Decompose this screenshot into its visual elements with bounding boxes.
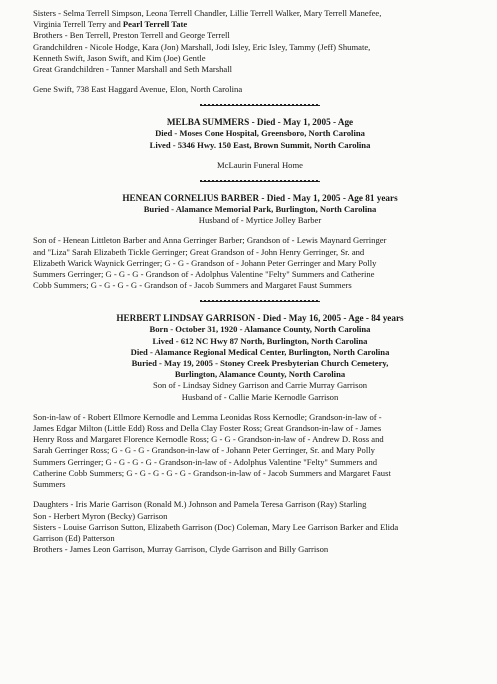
sisters-line-2-bold: Pearl Terrell Tate xyxy=(122,19,188,30)
herbert-daughters: Daughters - Iris Marie Garrison (Ronald M.) Johnson and Pamela Teresa Garrison (Ray) Starling xyxy=(33,499,367,510)
melba-lived: Lived - 5346 Hwy. 150 East, Brown Summit, North Carolina xyxy=(149,139,371,150)
herbert-brothers: Brothers - James Leon Garrison, Murray Garrison, Clyde Garrison and Billy Garrison xyxy=(33,544,329,555)
henean-bio-line: Elizabeth Warick Waynick Gerringer; G - G - Grandson of - Johann Peter Gerringer and Mary Polly xyxy=(33,257,377,268)
melba-title: MELBA SUMMERS - Died - May 1, 2005 - Age xyxy=(166,117,354,128)
address-line: Gene Swift, 738 East Haggard Avenue, Elon, North Carolina xyxy=(33,84,243,95)
herbert-family xyxy=(33,499,487,555)
herbert-lived: Lived - 612 NC Hwy 87 North, Burlington, North Carolina xyxy=(152,335,368,346)
herbert-husband: Husband of - Callie Marie Kernodle Garrison xyxy=(181,391,339,402)
herbert-sisters-2: Garrison (Ed) Patterson xyxy=(33,532,115,543)
henean-buried: Buried - Alamance Memorial Park, Burlington, North Carolina xyxy=(143,204,377,215)
sisters-line-2-text: Virginia Terrell Terry and xyxy=(33,19,123,30)
herbert-buried-2: Burlington, Alamance County, North Carolina xyxy=(174,369,346,380)
divider-2 xyxy=(200,180,320,182)
herbert-section xyxy=(33,312,487,402)
henean-husband: Husband of - Myrtice Jolley Barber xyxy=(198,215,322,226)
herbert-inlaws-line: Henry Ross and Margaret Florence Kernodle Ross; G - G - Grandson-in-law of - Andrew D. Ross and xyxy=(33,434,384,445)
grandchildren-line: Grandchildren - Nicole Hodge, Kara (Jon) Marshall, Jodi Isley, Eric Isley, Tammy (Jeff) Shumate, xyxy=(33,41,371,52)
melba-funeral-home: McLaurin Funeral Home xyxy=(217,159,303,170)
grandchildren-line-2: Kenneth Swift, Jason Swift, and Kim (Joe) Gentle xyxy=(33,52,206,63)
henean-section xyxy=(33,192,487,226)
great-grandchildren-line: Great Grandchildren - Tanner Marshall and Seth Marshall xyxy=(33,64,232,75)
henean-bio-line: and "Liza" Sarah Elizabeth Tickle Gerringer; Great Grandson of - John Henry Gerringer, Sr. and xyxy=(33,246,365,257)
divider-1 xyxy=(200,104,320,106)
family-list-top xyxy=(33,8,487,95)
henean-title: HENEAN CORNELIUS BARBER - Died - May 1, 2005 - Age 81 years xyxy=(122,193,398,204)
herbert-died: Died - Alamance Regional Medical Center, Burlington, North Carolina xyxy=(130,346,390,357)
herbert-buried: Buried - May 19, 2005 - Stoney Creek Presbyterian Church Cemetery, xyxy=(131,358,389,369)
herbert-inlaws-line: Sarah Gerringer Ross; G - G - G - Grandson-in-law of - Johann Peter Gerringer, Sr. and Mary Polly xyxy=(33,445,375,456)
herbert-sisters: Sisters - Louise Garrison Sutton, Elizabeth Garrison (Doc) Coleman, Mary Lee Garrison Barker and Elida xyxy=(33,521,399,532)
herbert-inlaws-line: Son-in-law of - Robert Ellmore Kernodle and Lemma Leonidas Ross Kernodle; Grandson-in-law of - xyxy=(33,411,382,422)
herbert-inlaws-line: James Edgar Milton (Little Edd) Ross and Della Clay Foster Ross; Great Grandson-in-law of - James xyxy=(33,423,382,434)
henean-bio-line: Summers Gerringer; G - G - G - Grandson of - Adolphus Valentine "Felty" Summers and Catherine xyxy=(33,269,375,280)
herbert-inlaws-line: Summers Gerringer; G - G - G - G - Grandson-in-law of - Adolphus Valentine "Felty" Summers and xyxy=(33,456,378,467)
herbert-born: Born - October 31, 1920 - Alamance County, North Carolina xyxy=(149,324,371,335)
divider-3 xyxy=(200,300,320,302)
herbert-son-of: Son of - Lindsay Sidney Garrison and Carrie Murray Garrison xyxy=(152,380,368,391)
sisters-line: Sisters - Selma Terrell Simpson, Leona Terrell Chandler, Lillie Terrell Walker, Mary Terrell Manefee, xyxy=(33,8,382,18)
brothers-line: Brothers - Ben Terrell, Preston Terrell and George Terrell xyxy=(33,30,230,41)
sisters-line-2 xyxy=(33,19,487,30)
melba-died: Died - Moses Cone Hospital, Greensboro, North Carolina xyxy=(155,128,365,139)
melba-section xyxy=(33,116,487,171)
herbert-son: Son - Herbert Myron (Becky) Garrison xyxy=(33,510,168,521)
herbert-inlaws xyxy=(33,412,487,490)
henean-bio-line: Cobb Summers; G - G - G - G - Grandson of - Jacob Summers and Margaret Faust Summers xyxy=(33,280,352,291)
henean-bio-line: Son of - Henean Littleton Barber and Anna Gerringer Barber; Grandson of - Lewis Maynard Gerringer xyxy=(33,235,387,246)
herbert-inlaws-line: Summers xyxy=(33,479,66,490)
herbert-title: HERBERT LINDSAY GARRISON - Died - May 16, 2005 - Age - 84 years xyxy=(116,313,404,324)
herbert-inlaws-line: Catherine Cobb Summers; G - G - G - G - G - Grandson-in-law of - Jacob Summers and Margaret Faust xyxy=(33,467,391,478)
henean-bio xyxy=(33,235,487,291)
